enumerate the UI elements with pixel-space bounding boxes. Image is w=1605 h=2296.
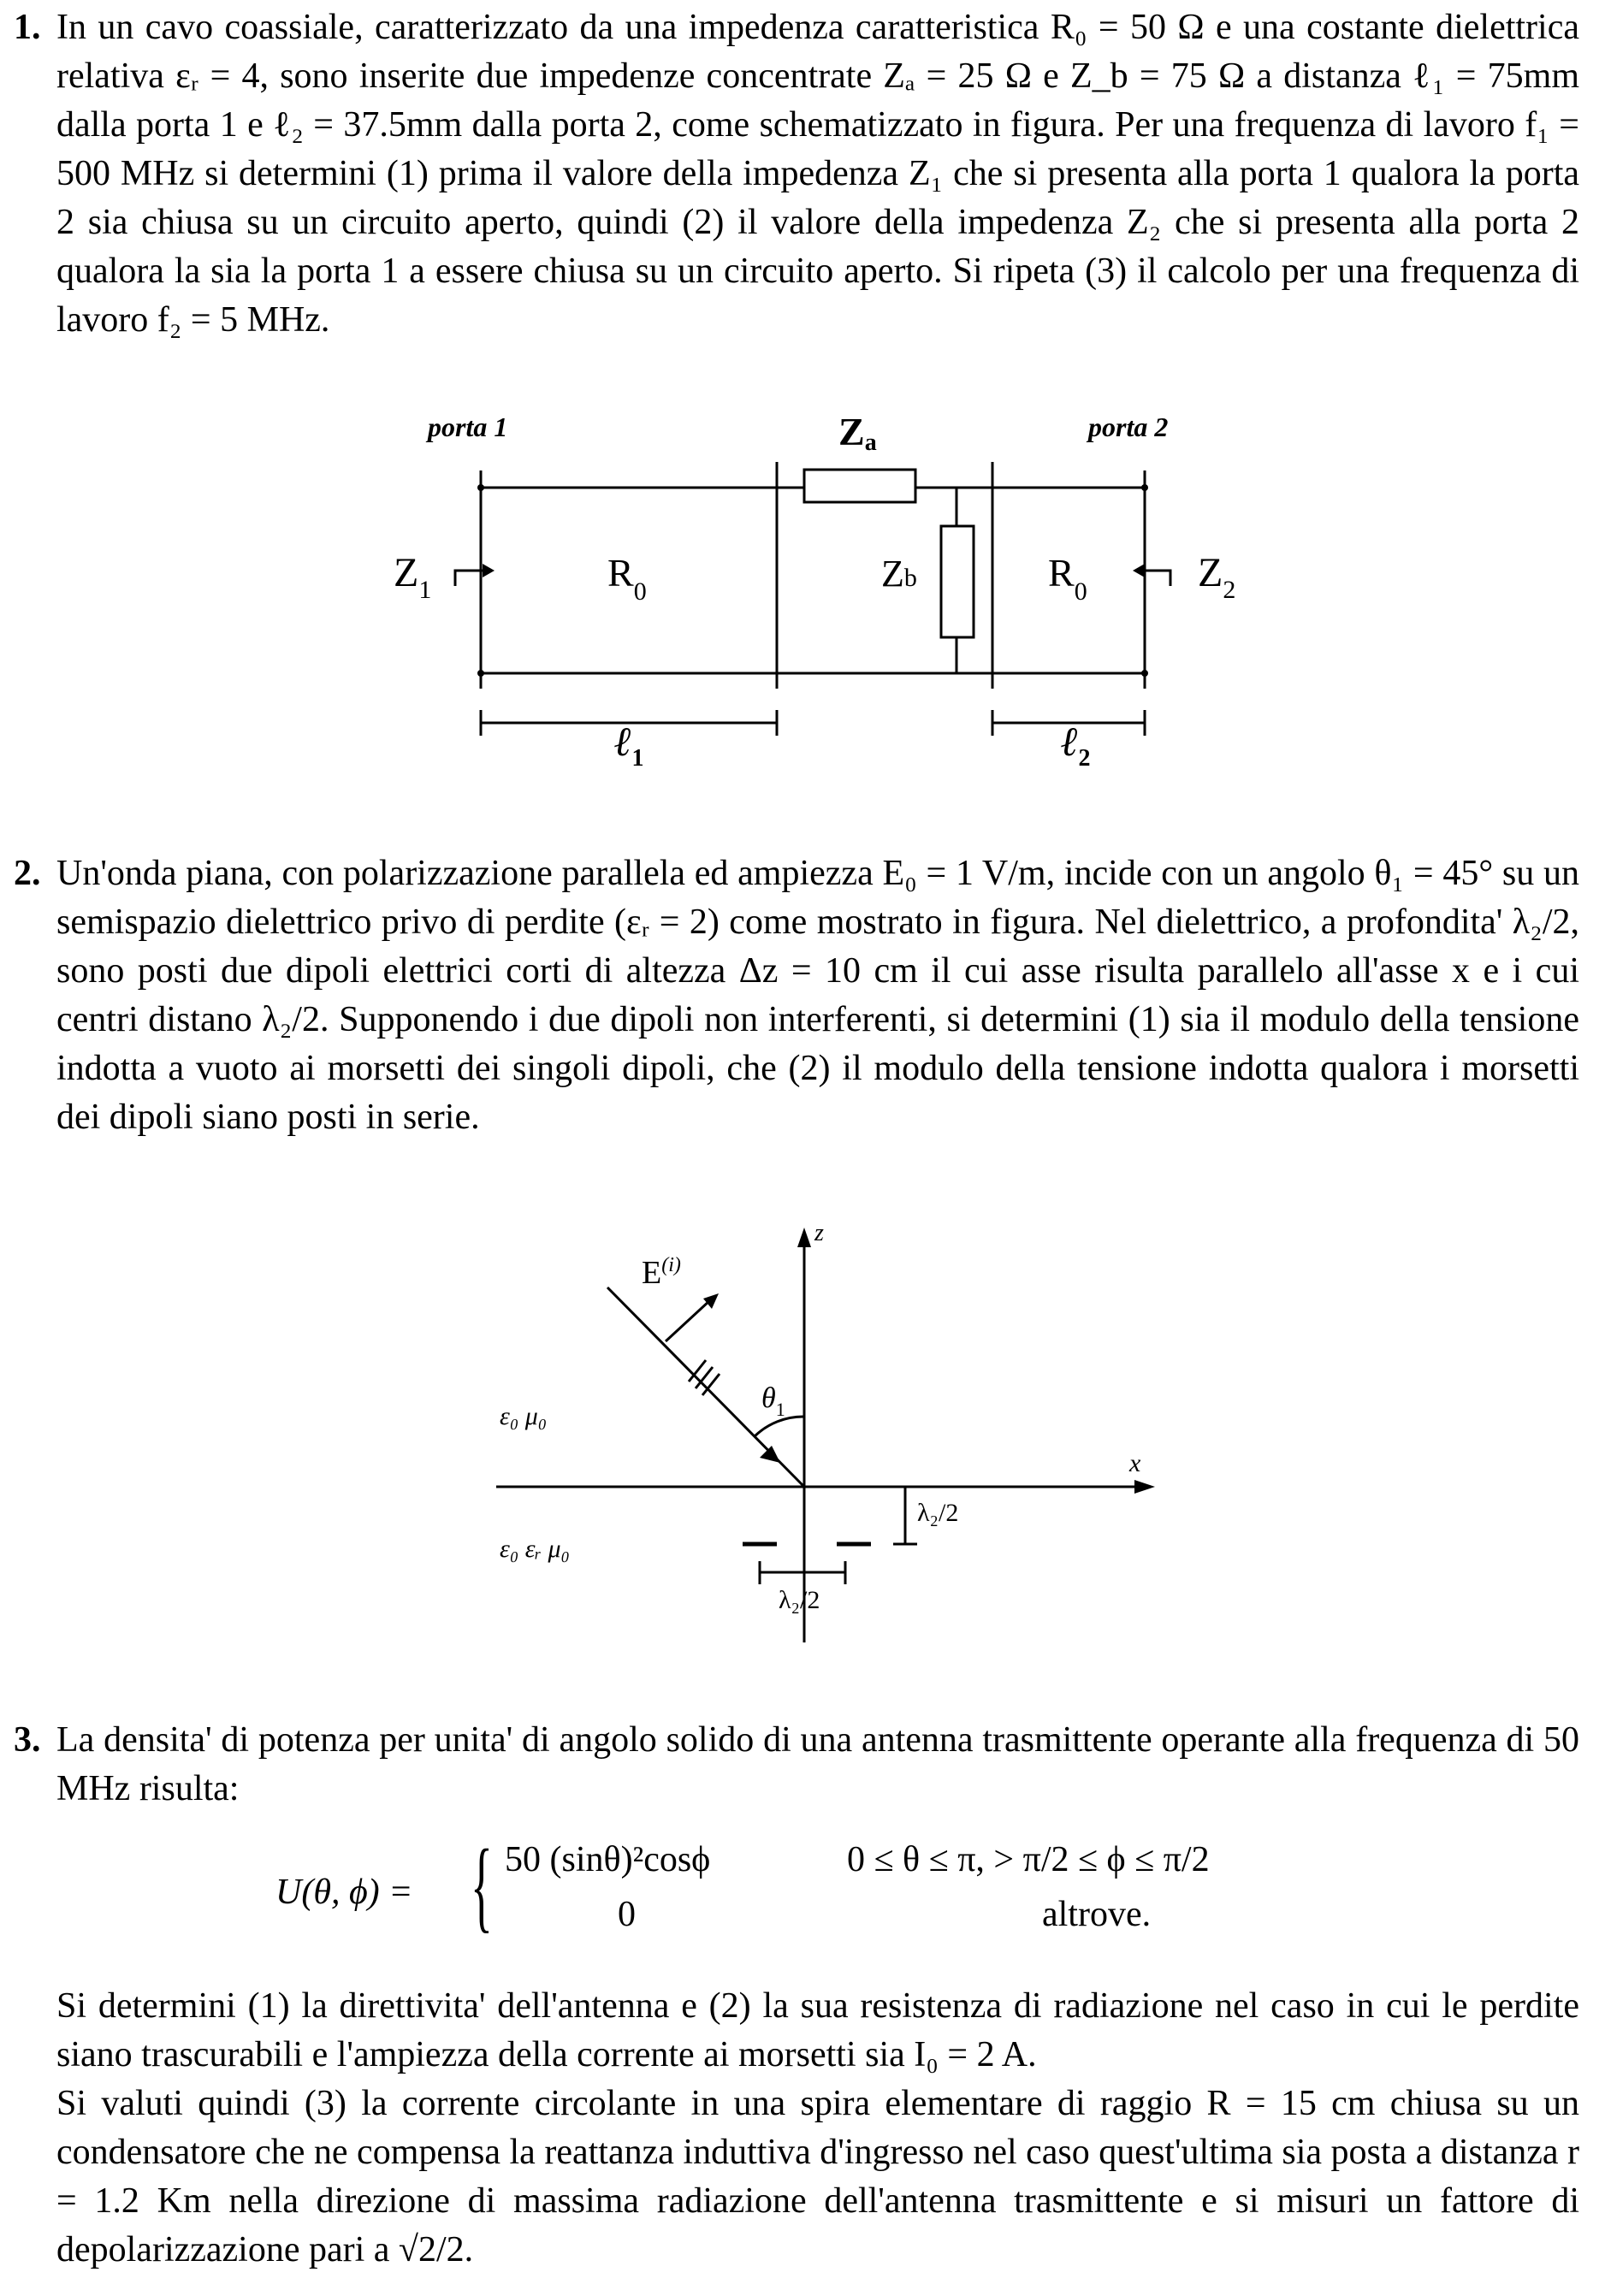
plane-wave-figure [479, 1215, 1164, 1660]
theta-label: $\theta_1$ [761, 1382, 785, 1420]
r0-right-label: $R_0$ [1048, 551, 1087, 606]
problem-3-intro [56, 1716, 1579, 1814]
case-2-expression: 0 [618, 1895, 636, 1934]
problem-2-number: 2. [14, 854, 41, 893]
case-1-expression: 50 (sinθ)²cosϕ [505, 1840, 711, 1879]
problem-1-paragraph: In un cavo coassiale, caratterizzato da una impedenza caratteristica R₀ = 50 Ω e una costante dielettrica relativa εᵣ = 4, sono inserite due impedenze concentrate Zₐ = 25 Ω e Z_b = 75 Ω a distanza ℓ₁ = 75mm dalla porta 1 e ℓ₂ = 37.5mm dalla porta 2, come schematizzato in figura. Per una frequenza di lavoro f₁ = 500 MHz si determini (1) prima il valore della impedenza Z₁ che si presenta alla porta 1 qualora la porta 2 sia chiusa su un circuito aperto, quindi (2) il valore della impedenza Z₂ che si presenta alla porta 2 qualora la sia la porta 1 a essere chiusa su un circuito aperto. Si ripeta (3) il calcolo per una frequenza di lavoro f₂ = 5 MHz. [56, 8, 1579, 340]
problem-3-text-a: Si determini (1) la direttivita' dell'antenna e (2) la sua resistenza di radiazione nel caso in cui le perdite siano trascurabili e l'ampiezza della corrente ai morsetti sia I₀ = 2 A. [56, 1986, 1579, 2074]
case-1-condition: 0 ≤ θ ≤ π, > π/2 ≤ ϕ ≤ π/2 [847, 1840, 1210, 1879]
r0-left-label: $R_0$ [607, 551, 647, 606]
formula-brace: { [471, 1828, 493, 1942]
z1-arrowhead [483, 564, 495, 577]
problem-3-text-b: Si valuti quindi (3) la corrente circolante in una spira elementare di raggio R = 15 cm chiusa su un condensatore che ne compensa la reattanza induttiva d'ingresso nel caso quest'ultima sia posta a distanza r = 1.2 Km nella direzione di massima radiazione dell'antenna trasmittente e si misuri un fattore di depolarizzazione pari a √2/2. [56, 2084, 1579, 2269]
coaxial-circuit-figure [359, 406, 1266, 800]
e-field-arrowhead [703, 1293, 719, 1309]
upper-medium-label: ε₀ μ₀ [500, 1402, 548, 1430]
zb-label: Zb [881, 553, 917, 595]
x-axis-arrowhead [1134, 1480, 1155, 1494]
za-label: Za [838, 410, 877, 456]
x-axis-label: x [1129, 1449, 1141, 1477]
problem-1-number: 1. [14, 8, 41, 47]
problem-3-intro-text: La densita' di potenza per unita' di angolo solido di una antenna trasmittente operante alla frequenza di 50 MHz risulta: [56, 1720, 1579, 1808]
za-resistor [804, 470, 915, 502]
port-1-label: porta 1 [428, 411, 508, 442]
problem-1-text [56, 3, 1579, 345]
ray-arrowhead [760, 1446, 780, 1463]
l1-label: ℓ$_1$ [614, 719, 644, 772]
problem-3-number: 3. [14, 1720, 41, 1760]
lower-medium-label: ε₀ εᵣ μ₀ [500, 1535, 570, 1563]
z1-label: $Z_1$ [394, 550, 432, 604]
depth-label: λ₂/2 [917, 1499, 959, 1527]
l2-label: ℓ$_2$ [1061, 719, 1091, 772]
field-label: $E^{(i)}$ [642, 1254, 681, 1291]
e-field-arrow [666, 1300, 710, 1341]
zb-resistor [941, 526, 974, 637]
problem-3-text [56, 1982, 1579, 2275]
spacing-label: λ₂/2 [779, 1586, 820, 1614]
z2-arrowhead [1133, 564, 1145, 577]
z-axis-label: z [814, 1220, 824, 1246]
z2-label: $Z_2$ [1198, 550, 1236, 604]
port-2-label: porta 2 [1088, 411, 1169, 442]
problem-2-paragraph: Un'onda piana, con polarizzazione parallela ed ampiezza E₀ = 1 V/m, incide con un angolo θ₁ = 45° su un semispazio dielettrico privo di perdite (εᵣ = 2) come mostrato in figura. Nel dielettrico, a profondita' λ₂/2, sono posti due dipoli elettrici corti di altezza Δz = 10 cm il cui asse risulta parallelo all'asse x e i cui centri distano λ₂/2. Supponendo i due dipoli non interferenti, si determini (1) sia il modulo della tensione indotta a vuoto ai morsetti dei singoli dipoli, che (2) il modulo della tensione indotta qualora i morsetti dei dipoli siano posti in serie. [56, 854, 1579, 1137]
formula-lhs: U(θ, ϕ) = [275, 1873, 413, 1912]
z-axis-arrowhead [797, 1228, 811, 1247]
case-2-condition: altrove. [1042, 1895, 1152, 1934]
problem-2-text [56, 849, 1579, 1142]
